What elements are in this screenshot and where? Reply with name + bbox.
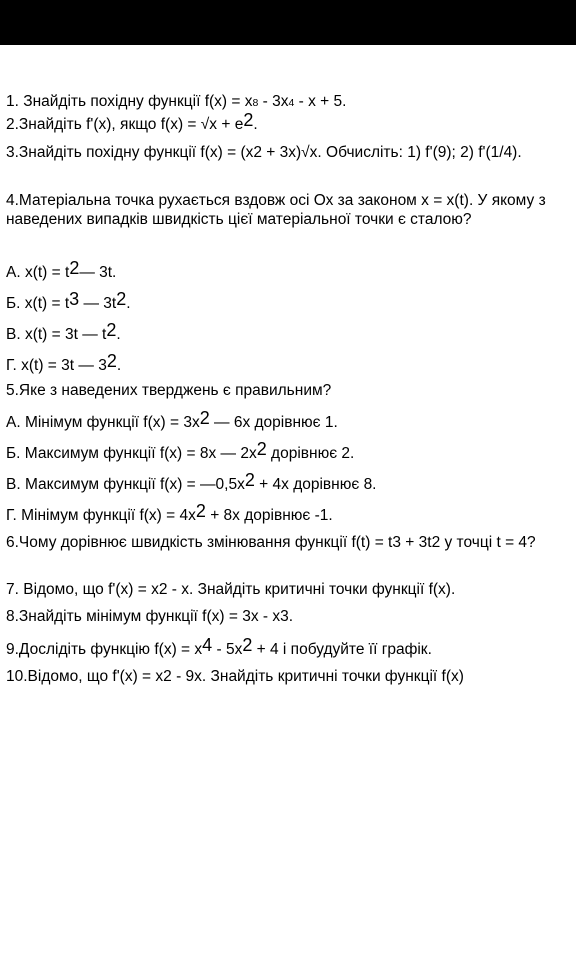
problem-10: 10.Відомо, що f'(x) = x2 - 9x. Знайдіть критичні точки функції f(x) — [6, 668, 464, 685]
exponent: 2 — [106, 351, 117, 371]
problem-4-option-b: Б. x(t) = t3 — 3t2. — [6, 289, 131, 312]
exponent: 3 — [69, 289, 80, 309]
problem-4: 4.Матеріальна точка рухається вздовж осі Ох за законом x = x(t). У якому з наведених випадків швидкість цієї матеріальної точки є сталою? — [6, 192, 546, 228]
problem-5: 5.Яке з наведених тверджень є правильним? — [6, 382, 332, 399]
problem-7: 7. Відомо, що f'(x) = x2 - x. Знайдіть критичні точки функції f(x). — [6, 581, 456, 598]
exponent: 2 — [243, 110, 254, 130]
problem-6: 6.Чому дорівнює швидкість змінювання функції f(t) = t3 + 3t2 у точці t = 4? — [6, 534, 536, 551]
problem-1: 1. Знайдіть похідну функції f(x) = x8 - 3x4 - x + 5. — [6, 93, 347, 110]
exponent: 2 — [116, 289, 127, 309]
exponent: 4 — [202, 635, 213, 655]
exponent: 2 — [256, 439, 267, 459]
top-black-bar — [0, 0, 576, 45]
exponent: 2 — [195, 501, 206, 521]
problem-5-option-g: Г. Мінімум функції f(x) = 4x2 + 8x дорівнює -1. — [6, 501, 333, 524]
exponent: 2 — [69, 258, 80, 278]
problem-3: 3.Знайдіть похідну функції f(x) = (x2 + 3x)√x. Обчисліть: 1) f'(9); 2) f'(1/4). — [6, 144, 522, 161]
exponent: 2 — [244, 470, 255, 490]
problem-5-option-v: В. Максимум функції f(x) = —0,5x2 + 4x дорівнює 8. — [6, 470, 377, 493]
exponent: 2 — [199, 408, 210, 428]
problem-4-option-a: А. x(t) = t2— 3t. — [6, 258, 117, 281]
problem-2: 2.Знайдіть f'(x), якщо f(x) = √x + e2. — [6, 110, 258, 133]
problem-9: 9.Дослідіть функцію f(x) = x4 - 5x2 + 4 і побудуйте її графік. — [6, 635, 432, 658]
exponent: 2 — [242, 635, 253, 655]
exponent: 2 — [106, 320, 117, 340]
small-exponent: 4 — [288, 97, 295, 109]
problem-5-option-b: Б. Максимум функції f(x) = 8x — 2x2 дорівнює 2. — [6, 439, 355, 462]
problem-4-option-g: Г. x(t) = 3t — 32. — [6, 351, 122, 374]
problem-8: 8.Знайдіть мінімум функції f(x) = 3x - x3. — [6, 608, 294, 625]
small-exponent: 8 — [252, 97, 259, 109]
problem-5-option-a: А. Мінімум функції f(x) = 3x2 — 6x дорівнює 1. — [6, 408, 338, 431]
problem-4-option-v: В. x(t) = 3t — t2. — [6, 320, 121, 343]
